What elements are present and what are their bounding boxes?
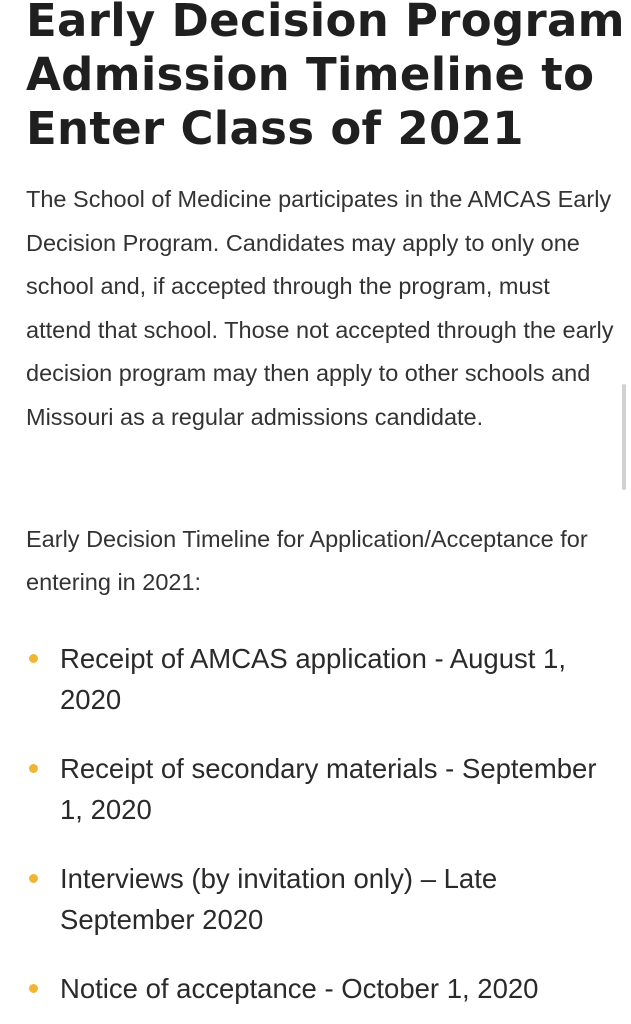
page-title: Early Decision Program Admission Timeline to Enter Class of 2021 <box>26 0 625 155</box>
timeline-heading: Early Decision Timeline for Application/Acceptance for entering in 2021: <box>26 526 588 595</box>
intro-paragraph: The School of Medicine participates in the AMCAS Early Decision Program. Candidates may apply to only one school and, if accepted through the program, must attend that school. Those not accepted through the early decision program may then apply to other schools and Missouri as a regular admissions candidate. <box>26 186 614 430</box>
bullet-dot-icon <box>29 654 38 663</box>
timeline-item-interviews <box>26 858 616 940</box>
timeline-item-text: Receipt of AMCAS application - August 1, 2020 <box>60 643 566 715</box>
timeline-item-text: Receipt of secondary materials - September 1, 2020 <box>60 753 597 825</box>
timeline-item-text: Notice of acceptance - October 1, 2020 <box>60 973 539 1004</box>
timeline-item-text: Interviews (by invitation only) – Late September 2020 <box>60 863 498 935</box>
timeline-item-acceptance <box>26 968 616 1009</box>
scrollbar-thumb[interactable] <box>622 384 626 490</box>
timeline-item-application <box>26 638 616 720</box>
timeline-list <box>26 638 616 1024</box>
bullet-dot-icon <box>29 764 38 773</box>
timeline-item-secondary <box>26 748 616 830</box>
bullet-dot-icon <box>29 984 38 993</box>
bullet-dot-icon <box>29 874 38 883</box>
